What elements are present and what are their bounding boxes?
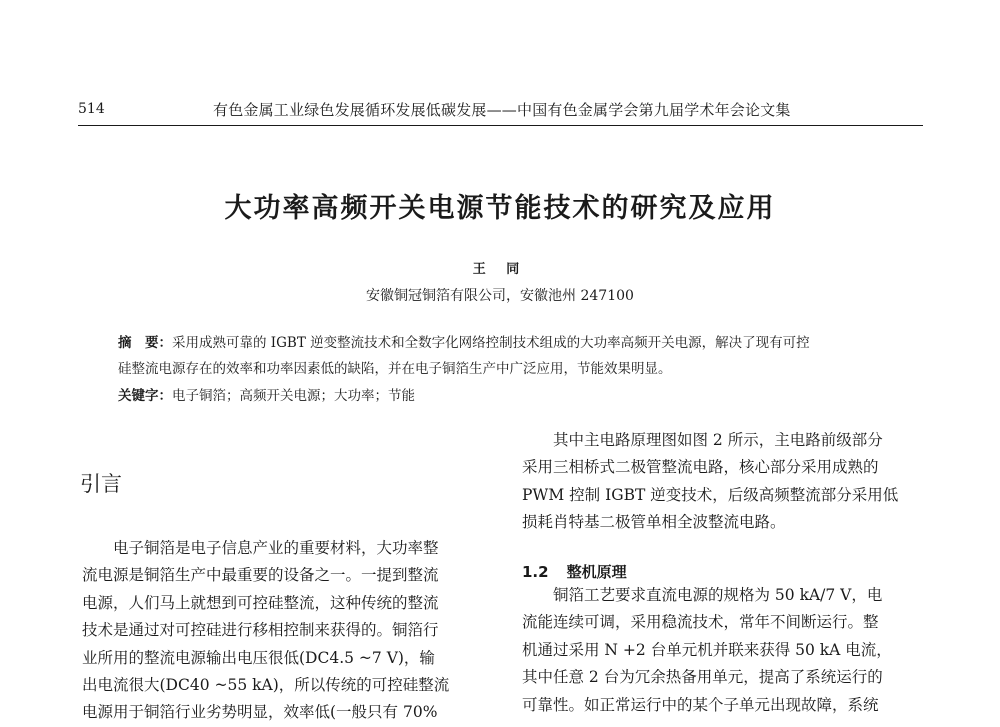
keywords-label: 关键字： — [118, 388, 172, 404]
abstract-line-1 — [118, 331, 810, 351]
abstract-text-1: 采用成熟可靠的 IGBT 逆变整流技术和全数字化网络控制技术组成的大功率高频开关电源，解决了现有可控 — [172, 335, 810, 351]
paragraph-line: 业所用的整流电源输出电压很低(DC4.5 ~7 V)，输 — [82, 648, 435, 667]
paragraph-line: 技术是通过对可控硅进行移相控制来获得的。铜箔行 — [82, 621, 439, 640]
intro-paragraph — [82, 535, 487, 727]
paragraph-line: 机通过采用 N +2 台单元机并联来获得 50 kA 电流， — [522, 640, 892, 659]
paragraph-line: 其中主电路原理图如图 2 所示，主电路前级部分 — [553, 431, 883, 449]
abstract-label: 摘 要： — [118, 335, 172, 351]
paragraph-line: 铜箔工艺要求直流电源的规格为 50 kA/7 V，电 — [553, 586, 883, 604]
keywords-text: 电子铜箔；高频开关电源；大功率；节能 — [172, 388, 415, 404]
running-header: 有色金属工业绿色发展循环发展低碳发展——中国有色金属学会第九届学术年会论文集 — [213, 101, 791, 119]
abstract-line-2: 硅整流电源存在的效率和功率因素低的缺陷，并在电子铜箔生产中广泛应用，节能效果明显。 — [118, 361, 672, 377]
paragraph-line: PWM 控制 IGBT 逆变技术，后级高频整流部分采用低 — [522, 485, 899, 504]
subsection-heading — [522, 561, 627, 582]
paragraph-line: 流电源是铜箔生产中最重要的设备之一。一提到整流 — [82, 566, 439, 585]
main-circuit-paragraph — [522, 427, 927, 537]
paragraph-line: 电子铜箔是电子信息产业的重要材料，大功率整 — [113, 539, 439, 557]
author-name: 王 同 — [472, 262, 528, 277]
paragraph-line: 损耗肖特基二极管单相全波整流电路。 — [522, 513, 786, 532]
section-heading-intro: 引言 — [80, 472, 122, 496]
paragraph-line: 采用三相桥式二极管整流电路，核心部分采用成熟的 — [522, 458, 879, 477]
paragraph-line: 电源用于铜箔行业劣势明显，效率低(一般只有 70% — [82, 703, 438, 722]
paragraph-line: 流能连续可调，采用稳流技术，常年不间断运行。整 — [522, 613, 879, 632]
author-affiliation: 安徽铜冠铜箔有限公司，安徽池州 247100 — [366, 288, 634, 304]
page-number: 514 — [78, 101, 105, 117]
subsection-number: 1.2 — [522, 563, 549, 581]
subsection-title: 整机原理 — [566, 563, 627, 581]
principle-paragraph — [522, 582, 927, 719]
paragraph-line: 其中任意 2 台为冗余热备用单元，提高了系统运行的 — [522, 668, 883, 687]
header-rule — [78, 125, 923, 126]
paragraph-line: 可靠性。如正常运行中的某个子单元出现故障，系统 — [522, 695, 879, 714]
paper-title: 大功率高频开关电源节能技术的研究及应用 — [224, 193, 776, 224]
paragraph-line: 电源，人们马上就想到可控硅整流，这种传统的整流 — [82, 593, 439, 612]
paragraph-line: 出电流很大(DC40 ~55 kA)，所以传统的可控硅整流 — [82, 676, 450, 695]
keywords-line — [118, 384, 415, 404]
